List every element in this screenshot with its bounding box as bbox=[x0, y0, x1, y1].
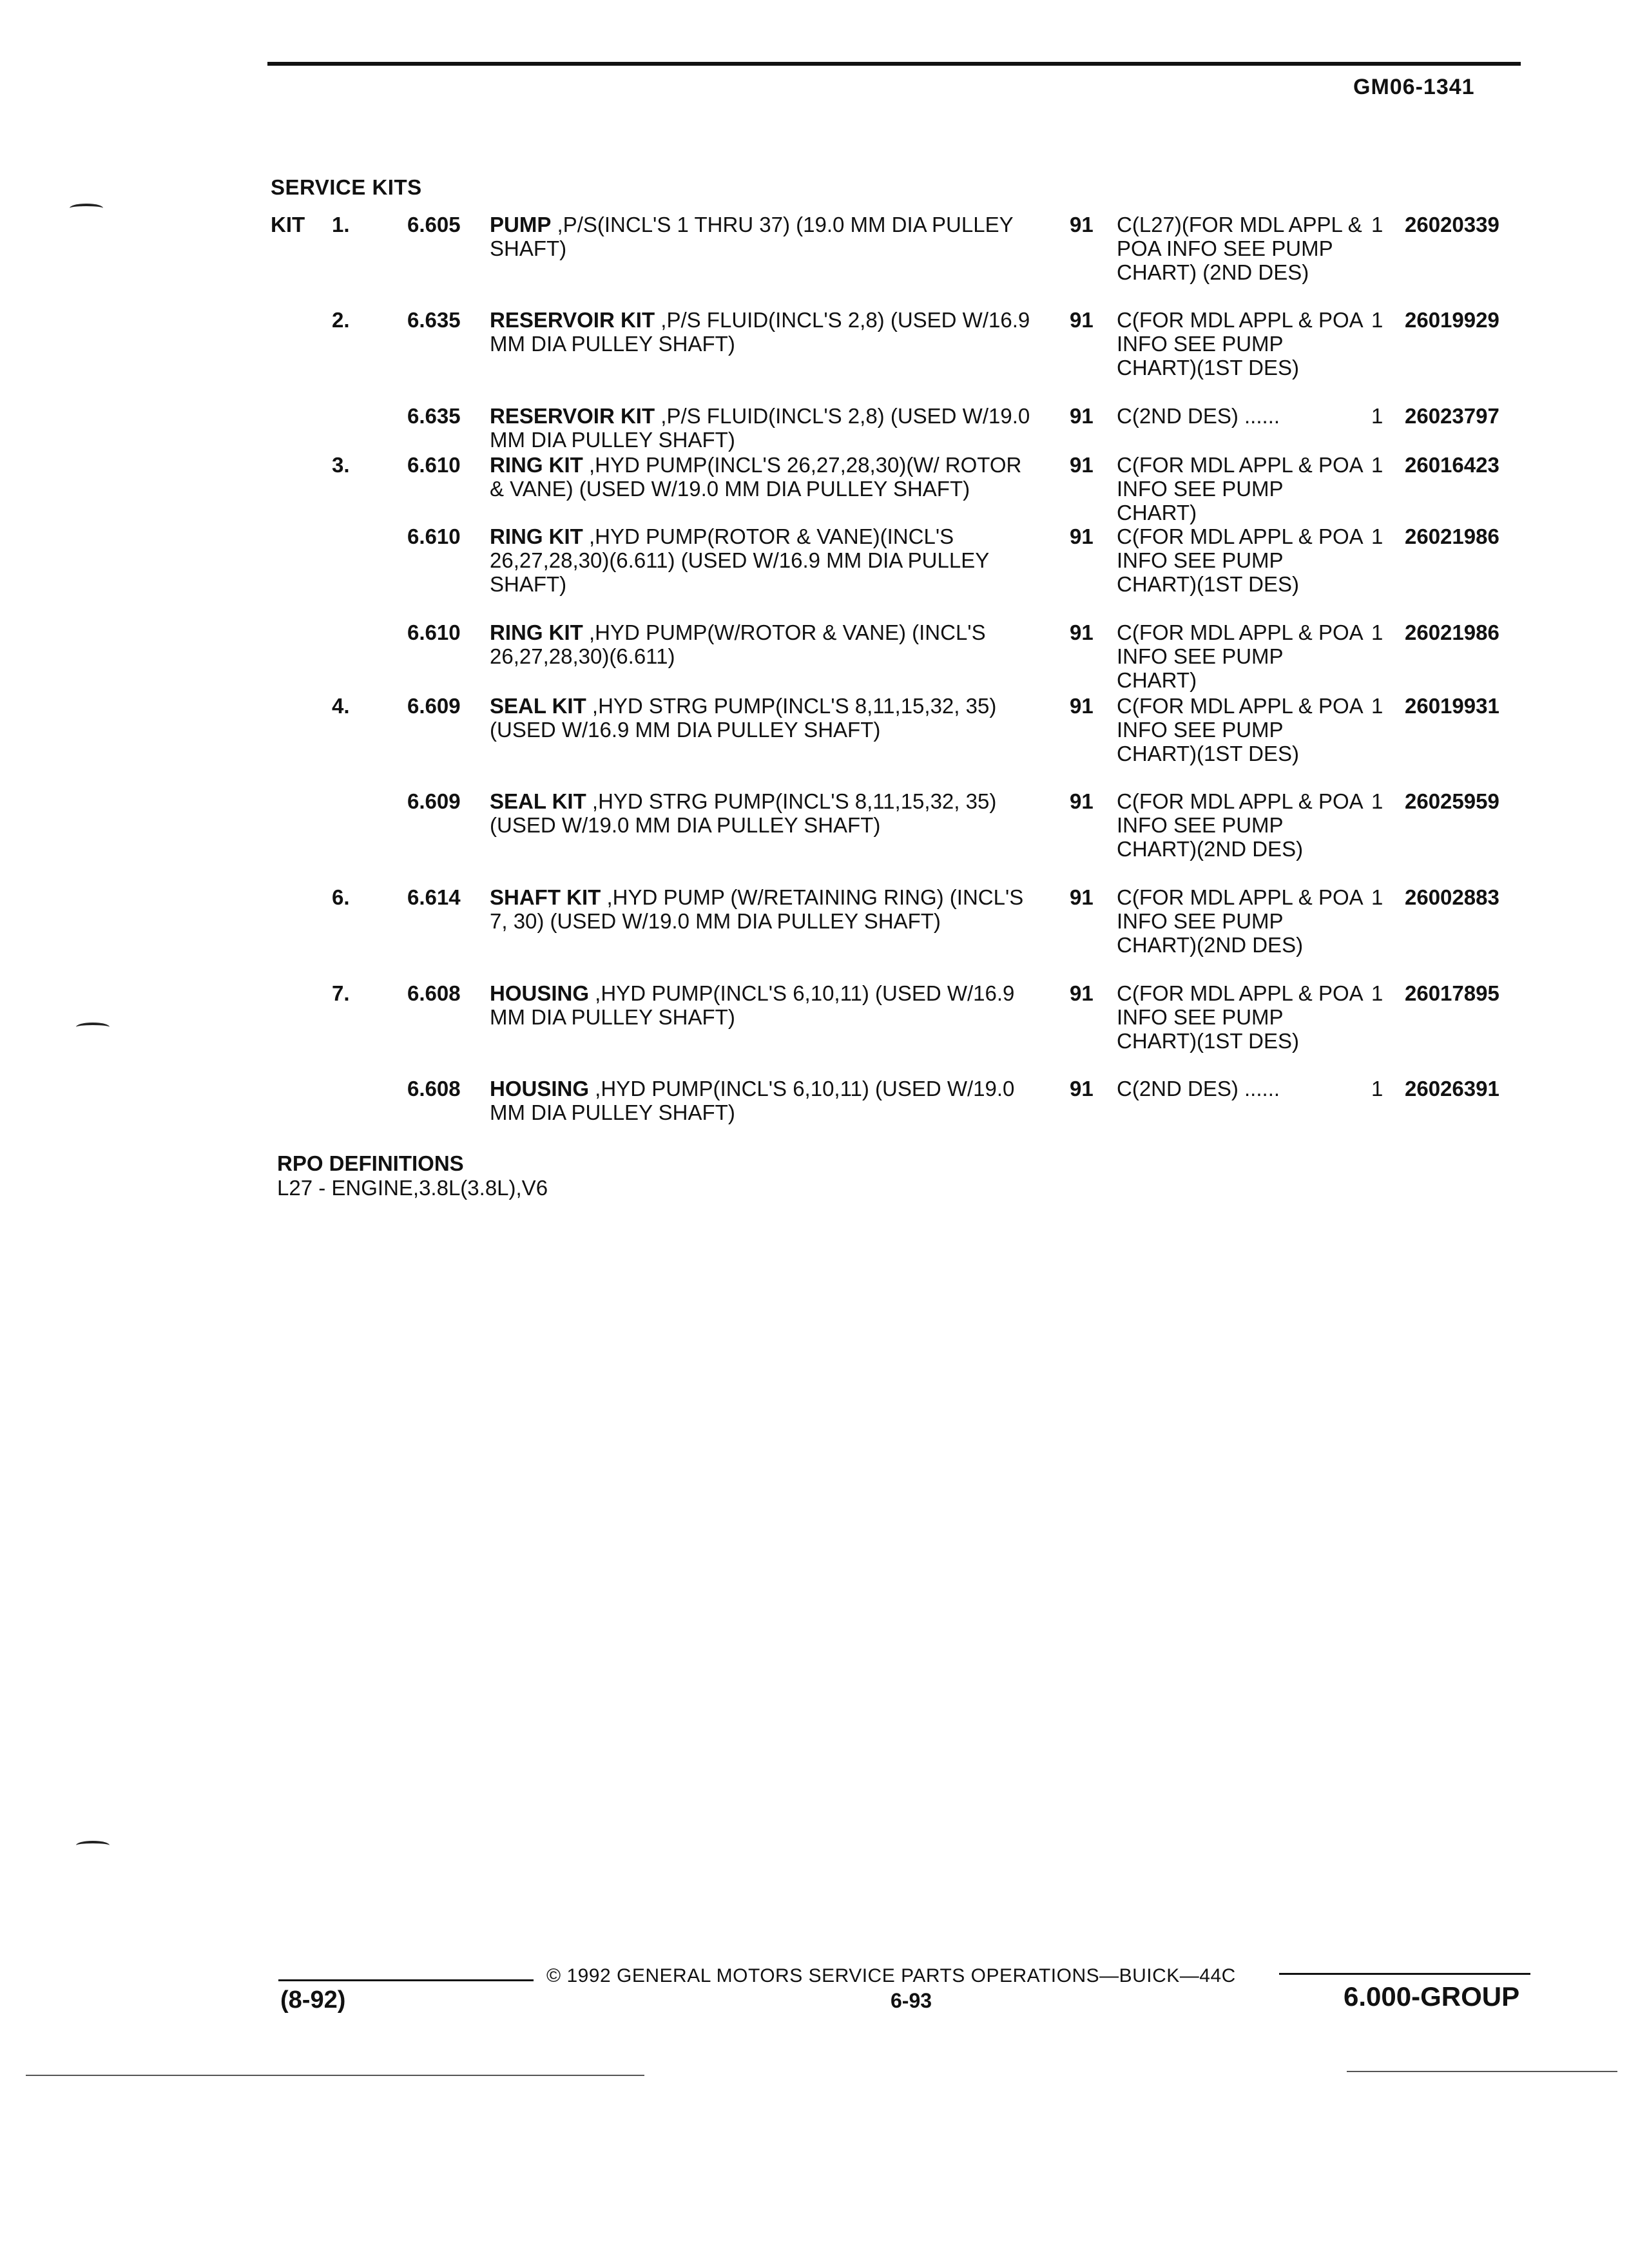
group-label: 6.000-GROUP bbox=[1344, 1981, 1520, 2012]
margin-mark bbox=[70, 204, 103, 213]
part-number: 26019929 bbox=[1405, 308, 1499, 332]
kit-number: 2. bbox=[332, 308, 350, 332]
part-description: PUMP ,P/S(INCL'S 1 THRU 37) (19.0 MM DIA PULLEY SHAFT) bbox=[490, 213, 1013, 260]
part-name: RING KIT bbox=[490, 453, 583, 477]
usage-note: C(FOR MDL APPL & POA INFO SEE PUMP CHART)(1ST DES) bbox=[1117, 694, 1362, 765]
usage-note: C(FOR MDL APPL & POA INFO SEE PUMP CHART) bbox=[1117, 620, 1362, 692]
part-description: SHAFT KIT ,HYD PUMP (W/RETAINING RING) (INCL'S 7, 30) (USED W/19.0 MM DIA PULLEY SHAFT) bbox=[490, 885, 1024, 933]
part-name: HOUSING bbox=[490, 981, 590, 1005]
group-number: 6.609 bbox=[407, 694, 461, 718]
group-number: 6.608 bbox=[407, 1077, 461, 1100]
quantity: 1 bbox=[1371, 404, 1383, 428]
part-description: RING KIT ,HYD PUMP(ROTOR & VANE)(INCL'S 26,27,28,30)(6.611) (USED W/16.9 MM DIA PULLEY SHAFT) bbox=[490, 524, 989, 596]
usage-note: C(FOR MDL APPL & POA INFO SEE PUMP CHART) bbox=[1117, 453, 1362, 524]
quantity: 1 bbox=[1371, 524, 1383, 548]
part-description: RING KIT ,HYD PUMP(W/ROTOR & VANE) (INCL'S 26,27,28,30)(6.611) bbox=[490, 620, 986, 668]
group-number: 6.635 bbox=[407, 308, 461, 332]
part-description: RESERVOIR KIT ,P/S FLUID(INCL'S 2,8) (USED W/19.0 MM DIA PULLEY SHAFT) bbox=[490, 404, 1030, 452]
part-description: RESERVOIR KIT ,P/S FLUID(INCL'S 2,8) (USED W/16.9 MM DIA PULLEY SHAFT) bbox=[490, 308, 1030, 356]
quantity: 1 bbox=[1371, 981, 1383, 1005]
kit-number: 7. bbox=[332, 981, 350, 1005]
group-number: 6.610 bbox=[407, 524, 461, 548]
model-year: 91 bbox=[1070, 620, 1094, 644]
quantity: 1 bbox=[1371, 308, 1383, 332]
part-number: 26019931 bbox=[1405, 694, 1499, 718]
usage-note: C(2ND DES) ...... bbox=[1117, 1077, 1280, 1100]
part-name: RING KIT bbox=[490, 620, 583, 644]
part-name: HOUSING bbox=[490, 1077, 590, 1100]
part-description: RING KIT ,HYD PUMP(INCL'S 26,27,28,30)(W/ ROTOR & VANE) (USED W/19.0 MM DIA PULLEY SHAFT) bbox=[490, 453, 1022, 501]
footer-rule-right bbox=[1279, 1973, 1530, 1975]
part-number: 26016423 bbox=[1405, 453, 1499, 477]
model-year: 91 bbox=[1070, 981, 1094, 1005]
part-name: RESERVOIR KIT bbox=[490, 308, 655, 332]
quantity: 1 bbox=[1371, 885, 1383, 909]
part-number: 26023797 bbox=[1405, 404, 1499, 428]
group-number: 6.610 bbox=[407, 453, 461, 477]
group-number: 6.605 bbox=[407, 213, 461, 236]
model-year: 91 bbox=[1070, 308, 1094, 332]
part-number: 26017895 bbox=[1405, 981, 1499, 1005]
quantity: 1 bbox=[1371, 620, 1383, 644]
bottom-edge-line bbox=[26, 2075, 644, 2076]
part-description: SEAL KIT ,HYD STRG PUMP(INCL'S 8,11,15,32, 35) (USED W/19.0 MM DIA PULLEY SHAFT) bbox=[490, 789, 997, 837]
model-year: 91 bbox=[1070, 524, 1094, 548]
part-description: HOUSING ,HYD PUMP(INCL'S 6,10,11) (USED W/16.9 MM DIA PULLEY SHAFT) bbox=[490, 981, 1015, 1029]
model-year: 91 bbox=[1070, 213, 1094, 236]
usage-note: C(FOR MDL APPL & POA INFO SEE PUMP CHART)(1ST DES) bbox=[1117, 308, 1362, 380]
document-code: GM06-1341 bbox=[1353, 75, 1475, 99]
quantity: 1 bbox=[1371, 1077, 1383, 1100]
part-number: 26021986 bbox=[1405, 620, 1499, 644]
part-description: SEAL KIT ,HYD STRG PUMP(INCL'S 8,11,15,32, 35) (USED W/16.9 MM DIA PULLEY SHAFT) bbox=[490, 694, 997, 742]
margin-mark bbox=[76, 1841, 110, 1850]
kit-number: 6. bbox=[332, 885, 350, 909]
part-name: SHAFT KIT bbox=[490, 885, 601, 909]
model-year: 91 bbox=[1070, 789, 1094, 813]
part-number: 26020339 bbox=[1405, 213, 1499, 236]
part-number: 26002883 bbox=[1405, 885, 1499, 909]
footer-rule-left bbox=[278, 1979, 534, 1981]
usage-note: C(FOR MDL APPL & POA INFO SEE PUMP CHART)(2ND DES) bbox=[1117, 789, 1362, 861]
part-number: 26021986 bbox=[1405, 524, 1499, 548]
usage-note: C(2ND DES) ...... bbox=[1117, 404, 1280, 428]
group-number: 6.609 bbox=[407, 789, 461, 813]
kit-number: 1. bbox=[332, 213, 350, 236]
part-number: 26025959 bbox=[1405, 789, 1499, 813]
part-name: PUMP bbox=[490, 213, 552, 236]
kit-number: 4. bbox=[332, 694, 350, 718]
part-name: RING KIT bbox=[490, 524, 583, 548]
usage-note: C(L27)(FOR MDL APPL & POA INFO SEE PUMP CHART) (2ND DES) bbox=[1117, 213, 1362, 284]
section-title: SERVICE KITS bbox=[271, 175, 422, 199]
usage-note: C(FOR MDL APPL & POA INFO SEE PUMP CHART)(2ND DES) bbox=[1117, 885, 1362, 957]
copyright: © 1992 GENERAL MOTORS SERVICE PARTS OPERATIONS—BUICK—44C bbox=[546, 1965, 1236, 1986]
quantity: 1 bbox=[1371, 213, 1383, 236]
model-year: 91 bbox=[1070, 453, 1094, 477]
revision-date: (8-92) bbox=[280, 1986, 346, 2013]
part-name: SEAL KIT bbox=[490, 694, 586, 718]
quantity: 1 bbox=[1371, 453, 1383, 477]
part-name: RESERVOIR KIT bbox=[490, 404, 655, 428]
group-number: 6.610 bbox=[407, 620, 461, 644]
quantity: 1 bbox=[1371, 694, 1383, 718]
part-number: 26026391 bbox=[1405, 1077, 1499, 1100]
kit-label: KIT bbox=[271, 213, 305, 236]
usage-note: C(FOR MDL APPL & POA INFO SEE PUMP CHART)(1ST DES) bbox=[1117, 524, 1362, 596]
part-name: SEAL KIT bbox=[490, 789, 586, 813]
quantity: 1 bbox=[1371, 789, 1383, 813]
rpo-title: RPO DEFINITIONS bbox=[277, 1151, 464, 1175]
usage-note: C(FOR MDL APPL & POA INFO SEE PUMP CHART)(1ST DES) bbox=[1117, 981, 1362, 1053]
kit-number: 3. bbox=[332, 453, 350, 477]
group-number: 6.614 bbox=[407, 885, 461, 909]
model-year: 91 bbox=[1070, 694, 1094, 718]
group-number: 6.608 bbox=[407, 981, 461, 1005]
page-number: 6-93 bbox=[891, 1989, 932, 2012]
bottom-edge-line bbox=[1347, 2071, 1617, 2072]
model-year: 91 bbox=[1070, 885, 1094, 909]
model-year: 91 bbox=[1070, 404, 1094, 428]
top-rule bbox=[267, 62, 1521, 66]
margin-mark bbox=[76, 1023, 110, 1032]
model-year: 91 bbox=[1070, 1077, 1094, 1100]
part-description: HOUSING ,HYD PUMP(INCL'S 6,10,11) (USED W/19.0 MM DIA PULLEY SHAFT) bbox=[490, 1077, 1015, 1124]
rpo-definition: L27 - ENGINE,3.8L(3.8L),V6 bbox=[277, 1176, 548, 1200]
group-number: 6.635 bbox=[407, 404, 461, 428]
